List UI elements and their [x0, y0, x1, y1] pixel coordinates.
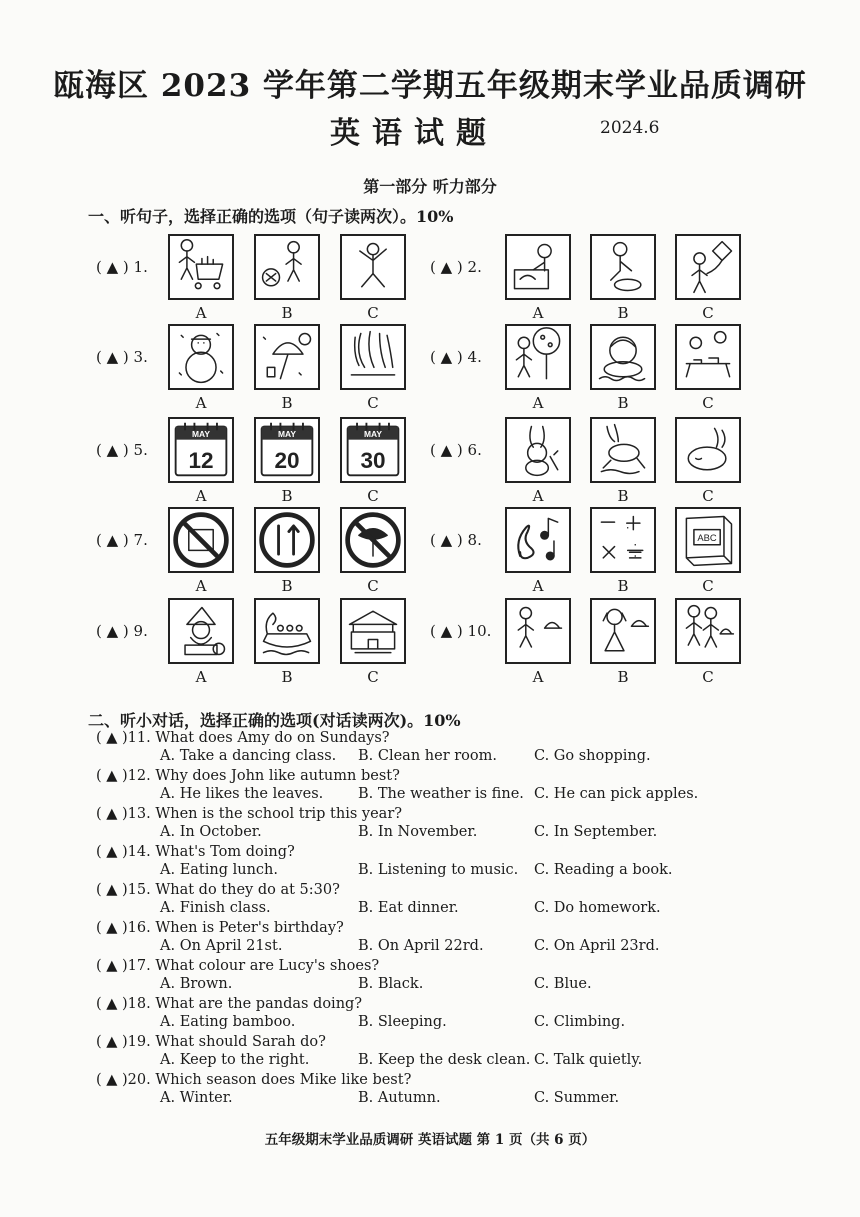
- question-2-option-letter: A: [532, 304, 544, 322]
- question-10-option-letter: A: [532, 668, 544, 686]
- question-2-option-letter: B: [617, 304, 629, 322]
- question-8-option-a-music-notes-picture: [505, 507, 571, 573]
- question-1-option-letter: A: [195, 304, 207, 322]
- dialogue-15-option-a: A. Finish class.: [160, 900, 271, 916]
- dialogue-question-11: ( ▲ )11. What does Amy do on Sundays?: [96, 730, 390, 746]
- dialogue-13-option-b: B. In November.: [358, 824, 478, 840]
- question-6-option-letter: B: [617, 487, 629, 505]
- question-10-option-c-family-cap-picture: [675, 598, 741, 664]
- question-1-label: ( ▲ ) 1.: [96, 258, 148, 276]
- question-9-option-letter: B: [281, 668, 293, 686]
- question-7-option-letter: A: [195, 577, 207, 595]
- question-8-label: ( ▲ ) 8.: [430, 531, 482, 549]
- dialogue-11-option-a: A. Take a dancing class.: [160, 748, 337, 764]
- question-3-option-letter: A: [195, 394, 207, 412]
- question-4-label: ( ▲ ) 4.: [430, 348, 482, 366]
- question-9-label: ( ▲ ) 9.: [96, 622, 148, 640]
- dialogue-20-option-c: C. Summer.: [534, 1090, 620, 1106]
- question-7-label: ( ▲ ) 7.: [96, 531, 148, 549]
- dialogue-14-option-c: C. Reading a book.: [534, 862, 673, 878]
- question-6-option-letter: C: [702, 487, 714, 505]
- part-title: 第一部分 听力部分: [363, 177, 497, 196]
- question-1-option-letter: C: [367, 304, 379, 322]
- dialogue-18-option-c: C. Climbing.: [534, 1014, 626, 1030]
- question-9-option-c-tiananmen-picture: [340, 598, 406, 664]
- question-2-label: ( ▲ ) 2.: [430, 258, 482, 276]
- svg-text:MAY: MAY: [364, 428, 382, 439]
- question-9-option-letter: C: [367, 668, 379, 686]
- dialogue-question-13: ( ▲ )13. When is the school trip this year?: [96, 806, 403, 822]
- question-3-option-c-rain-tree-picture: [340, 324, 406, 390]
- question-4-option-a-picking-fruit-picture: [505, 324, 571, 390]
- dialogue-question-19: ( ▲ )19. What should Sarah do?: [96, 1034, 326, 1050]
- question-3-option-a-snowman-picture: [168, 324, 234, 390]
- dialogue-19-option-c: C. Talk quietly.: [534, 1052, 643, 1068]
- question-1-option-letter: B: [281, 304, 293, 322]
- question-5-option-b-calendar-picture: [254, 417, 320, 483]
- question-2-option-letter: C: [702, 304, 714, 322]
- question-4-option-b-swimming-picture: [590, 324, 656, 390]
- dialogue-17-option-b: B. Black.: [358, 976, 424, 992]
- section2-heading: 二、听小对话，选择正确的选项(对话读两次)。10%: [88, 711, 461, 730]
- question-5-option-a-calendar-picture: [168, 417, 234, 483]
- question-6-option-letter: A: [532, 487, 544, 505]
- question-1-option-b-ball-boy-picture: [254, 234, 320, 300]
- question-7-option-a-no-littering-sign: [168, 507, 234, 573]
- svg-text:30: 30: [360, 447, 386, 473]
- dialogue-13-option-c: C. In September.: [534, 824, 658, 840]
- question-2-option-c-kite-picture: [675, 234, 741, 300]
- question-3-option-letter: C: [367, 394, 379, 412]
- dialogue-question-20: ( ▲ )20. Which season does Mike like best?: [96, 1072, 412, 1088]
- question-8-option-letter: B: [617, 577, 629, 595]
- section1-heading: 一、听句子，选择正确的选项（句子读两次）。10%: [88, 207, 454, 226]
- dialogue-11-option-c: C. Go shopping.: [534, 748, 651, 764]
- question-6-option-a-rabbit-carrot-picture: [505, 417, 571, 483]
- dialogue-12-option-b: B. The weather is fine.: [358, 786, 524, 802]
- question-7-option-b-keep-right-sign: [254, 507, 320, 573]
- question-10-option-letter: B: [617, 668, 629, 686]
- dialogue-15-option-c: C. Do homework.: [534, 900, 661, 916]
- exam-date: 2024.6: [600, 118, 660, 138]
- dialogue-question-15: ( ▲ )15. What do they do at 5:30?: [96, 882, 340, 898]
- question-9-option-b-dragon-boat-picture: [254, 598, 320, 664]
- question-5-label: ( ▲ ) 5.: [96, 441, 148, 459]
- question-4-option-letter: A: [532, 394, 544, 412]
- dialogue-14-option-a: A. Eating lunch.: [160, 862, 278, 878]
- question-8-option-c-abc-book-picture: [675, 507, 741, 573]
- dialogue-19-option-a: A. Keep to the right.: [160, 1052, 310, 1068]
- question-3-option-b-umbrella-beach-picture: [254, 324, 320, 390]
- question-8-option-letter: A: [532, 577, 544, 595]
- question-5-option-c-calendar-picture: [340, 417, 406, 483]
- svg-text:20: 20: [274, 447, 300, 473]
- dialogue-question-17: ( ▲ )17. What colour are Lucy's shoes?: [96, 958, 380, 974]
- svg-text:ABC: ABC: [697, 531, 717, 543]
- question-6-option-c-rabbit-sleeping-picture: [675, 417, 741, 483]
- question-5-option-letter: B: [281, 487, 293, 505]
- svg-text:MAY: MAY: [192, 428, 210, 439]
- dialogue-question-14: ( ▲ )14. What's Tom doing?: [96, 844, 295, 860]
- question-1-option-c-dancing-picture: [340, 234, 406, 300]
- question-4-option-c-picnic-picture: [675, 324, 741, 390]
- question-6-label: ( ▲ ) 6.: [430, 441, 482, 459]
- exam-title: 瓯海区 2023 学年第二学期五年级期末学业品质调研: [53, 68, 807, 104]
- dialogue-question-18: ( ▲ )18. What are the pandas doing?: [96, 996, 363, 1012]
- dialogue-20-option-a: A. Winter.: [160, 1090, 233, 1106]
- question-9-option-letter: A: [195, 668, 207, 686]
- dialogue-19-option-b: B. Keep the desk clean.: [358, 1052, 531, 1068]
- question-10-option-a-boy-cap-picture: [505, 598, 571, 664]
- question-3-label: ( ▲ ) 3.: [96, 348, 148, 366]
- question-5-option-letter: C: [367, 487, 379, 505]
- dialogue-question-16: ( ▲ )16. When is Peter's birthday?: [96, 920, 344, 936]
- dialogue-16-option-a: A. On April 21st.: [160, 938, 283, 954]
- dialogue-17-option-c: C. Blue.: [534, 976, 592, 992]
- svg-text:MAY: MAY: [278, 428, 296, 439]
- question-10-option-letter: C: [702, 668, 714, 686]
- dialogue-question-12: ( ▲ )12. Why does John like autumn best?: [96, 768, 400, 784]
- question-5-option-letter: A: [195, 487, 207, 505]
- question-2-option-b-washing-picture: [590, 234, 656, 300]
- question-1-option-a-shopping-cart-picture: [168, 234, 234, 300]
- question-4-option-letter: B: [617, 394, 629, 412]
- exam-subtitle: 英语试题: [330, 116, 498, 151]
- question-7-option-letter: B: [281, 577, 293, 595]
- question-7-option-c-no-picking-sign: [340, 507, 406, 573]
- question-6-option-b-rabbit-running-picture: [590, 417, 656, 483]
- dialogue-12-option-a: A. He likes the leaves.: [160, 786, 324, 802]
- svg-text:12: 12: [188, 447, 214, 473]
- dialogue-12-option-c: C. He can pick apples.: [534, 786, 699, 802]
- page-footer: 五年级期末学业品质调研 英语试题 第 1 页（共 6 页）: [264, 1132, 596, 1148]
- dialogue-17-option-a: A. Brown.: [160, 976, 233, 992]
- question-8-option-b-math-symbols-picture: [590, 507, 656, 573]
- dialogue-16-option-c: C. On April 23rd.: [534, 938, 660, 954]
- question-7-option-letter: C: [367, 577, 379, 595]
- dialogue-20-option-b: B. Autumn.: [358, 1090, 441, 1106]
- question-9-option-a-santa-picture: [168, 598, 234, 664]
- dialogue-13-option-a: A. In October.: [160, 824, 262, 840]
- dialogue-11-option-b: B. Clean her room.: [358, 748, 497, 764]
- dialogue-16-option-b: B. On April 22rd.: [358, 938, 484, 954]
- question-4-option-letter: C: [702, 394, 714, 412]
- question-3-option-letter: B: [281, 394, 293, 412]
- question-8-option-letter: C: [702, 577, 714, 595]
- dialogue-15-option-b: B. Eat dinner.: [358, 900, 459, 916]
- question-10-label: ( ▲ ) 10.: [430, 622, 492, 640]
- question-10-option-b-girl-cap-picture: [590, 598, 656, 664]
- question-2-option-a-drawing-picture: [505, 234, 571, 300]
- dialogue-18-option-a: A. Eating bamboo.: [160, 1014, 296, 1030]
- dialogue-14-option-b: B. Listening to music.: [358, 862, 519, 878]
- dialogue-18-option-b: B. Sleeping.: [358, 1014, 447, 1030]
